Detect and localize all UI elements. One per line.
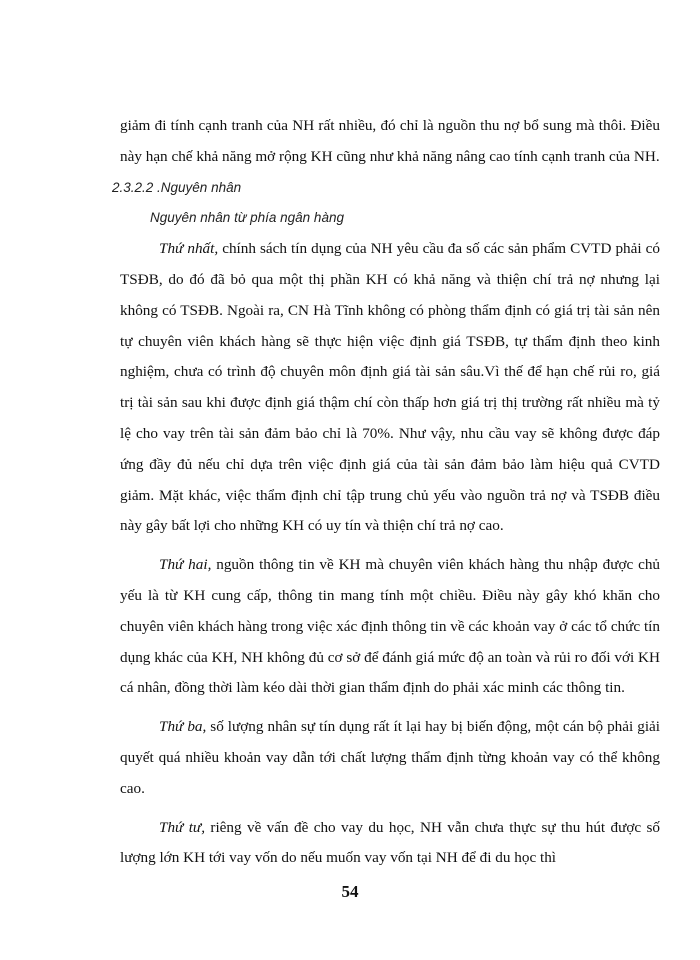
subsection-heading: Nguyên nhân từ phía ngân hàng bbox=[150, 210, 344, 226]
paragraph-text: số lượng nhân sự tín dụng rất ít lại hay bị biến động, một cán bộ phải giải quyết quá nhiều khoản vay dẫn tới chất lượng thẩm định từng khoản vay có thể không cao. bbox=[120, 718, 660, 797]
paragraph-second-reason bbox=[120, 550, 660, 704]
section-heading: 2.3.2.2 .Nguyên nhân bbox=[112, 179, 242, 195]
paragraph-text: chính sách tín dụng của NH yêu cầu đa số các sản phẩm CVTD phải có TSĐB, do đó đã bỏ qua một thị phần KH có khả năng và thiện chí trả nợ nhưng lại không có TSĐB. Ngoài ra, CN Hà Tĩnh không có phòng thẩm định có giá trị tài sản nên tự chuyên viên khách hàng sẽ thực hiện việc định giá TSĐB, tự thẩm định theo kinh nghiệm, chưa có trình độ chuyên môn định giá tài sản sâu.Vì thế để hạn chế rủi ro, giá trị tài sản sau khi được định giá thậm chí còn thấp hơn giá trị thị trường rất nhiều mà tỷ lệ cho vay trên tài sản đảm bảo chỉ là 70%. Như vậy, nhu cầu vay sẽ không được đáp ứng đầy đủ nếu chỉ dựa trên việc định giá của tài sản đảm bảo làm hiệu quả CVTD giảm. Mặt khác, việc thẩm định chỉ tập trung chủ yếu vào nguồn trả nợ và TSĐB điều này gây bất lợi cho những KH có uy tín và thiện chí trả nợ cao. bbox=[120, 240, 660, 535]
paragraph-text: nguồn thông tin về KH mà chuyên viên khách hàng thu nhập được chủ yếu là từ KH cung cấp, thông tin mang tính một chiều. Điều này gây khó khăn cho chuyên viên khách hàng trong việc xác định thông tin về các khoản vay ở các tổ chức tín dụng khác của KH, NH không đủ cơ sở để đánh giá mức độ an toàn và rủi ro đối với KH cá nhân, đồng thời làm kéo dài thời gian thẩm định do phải xác minh các thông tin. bbox=[120, 556, 661, 697]
paragraph-text: riêng về vấn đề cho vay du học, NH vẫn chưa thực sự thu hút được số lượng lớn KH tới vay vốn do nếu muốn vay vốn tại NH để đi du học thì bbox=[120, 818, 661, 867]
paragraph-lead: Thứ nhất, bbox=[159, 240, 219, 258]
paragraph-fourth-reason bbox=[120, 813, 660, 875]
page-number: 54 bbox=[341, 882, 359, 901]
page-body bbox=[112, 111, 661, 874]
paragraph-first-reason bbox=[120, 234, 660, 542]
paragraph-lead: Thứ ba, bbox=[159, 718, 207, 736]
paragraph-continuation: giảm đi tính cạnh tranh của NH rất nhiều, đó chỉ là nguồn thu nợ bổ sung mà thôi. Điều này hạn chế khả năng mở rộng KH cũng như khả năng nâng cao tính cạnh tranh của NH. bbox=[120, 117, 660, 165]
paragraph-lead: Thứ hai, bbox=[159, 556, 212, 574]
paragraph-lead: Thứ tư, bbox=[159, 818, 206, 836]
paragraph-third-reason bbox=[120, 712, 660, 804]
